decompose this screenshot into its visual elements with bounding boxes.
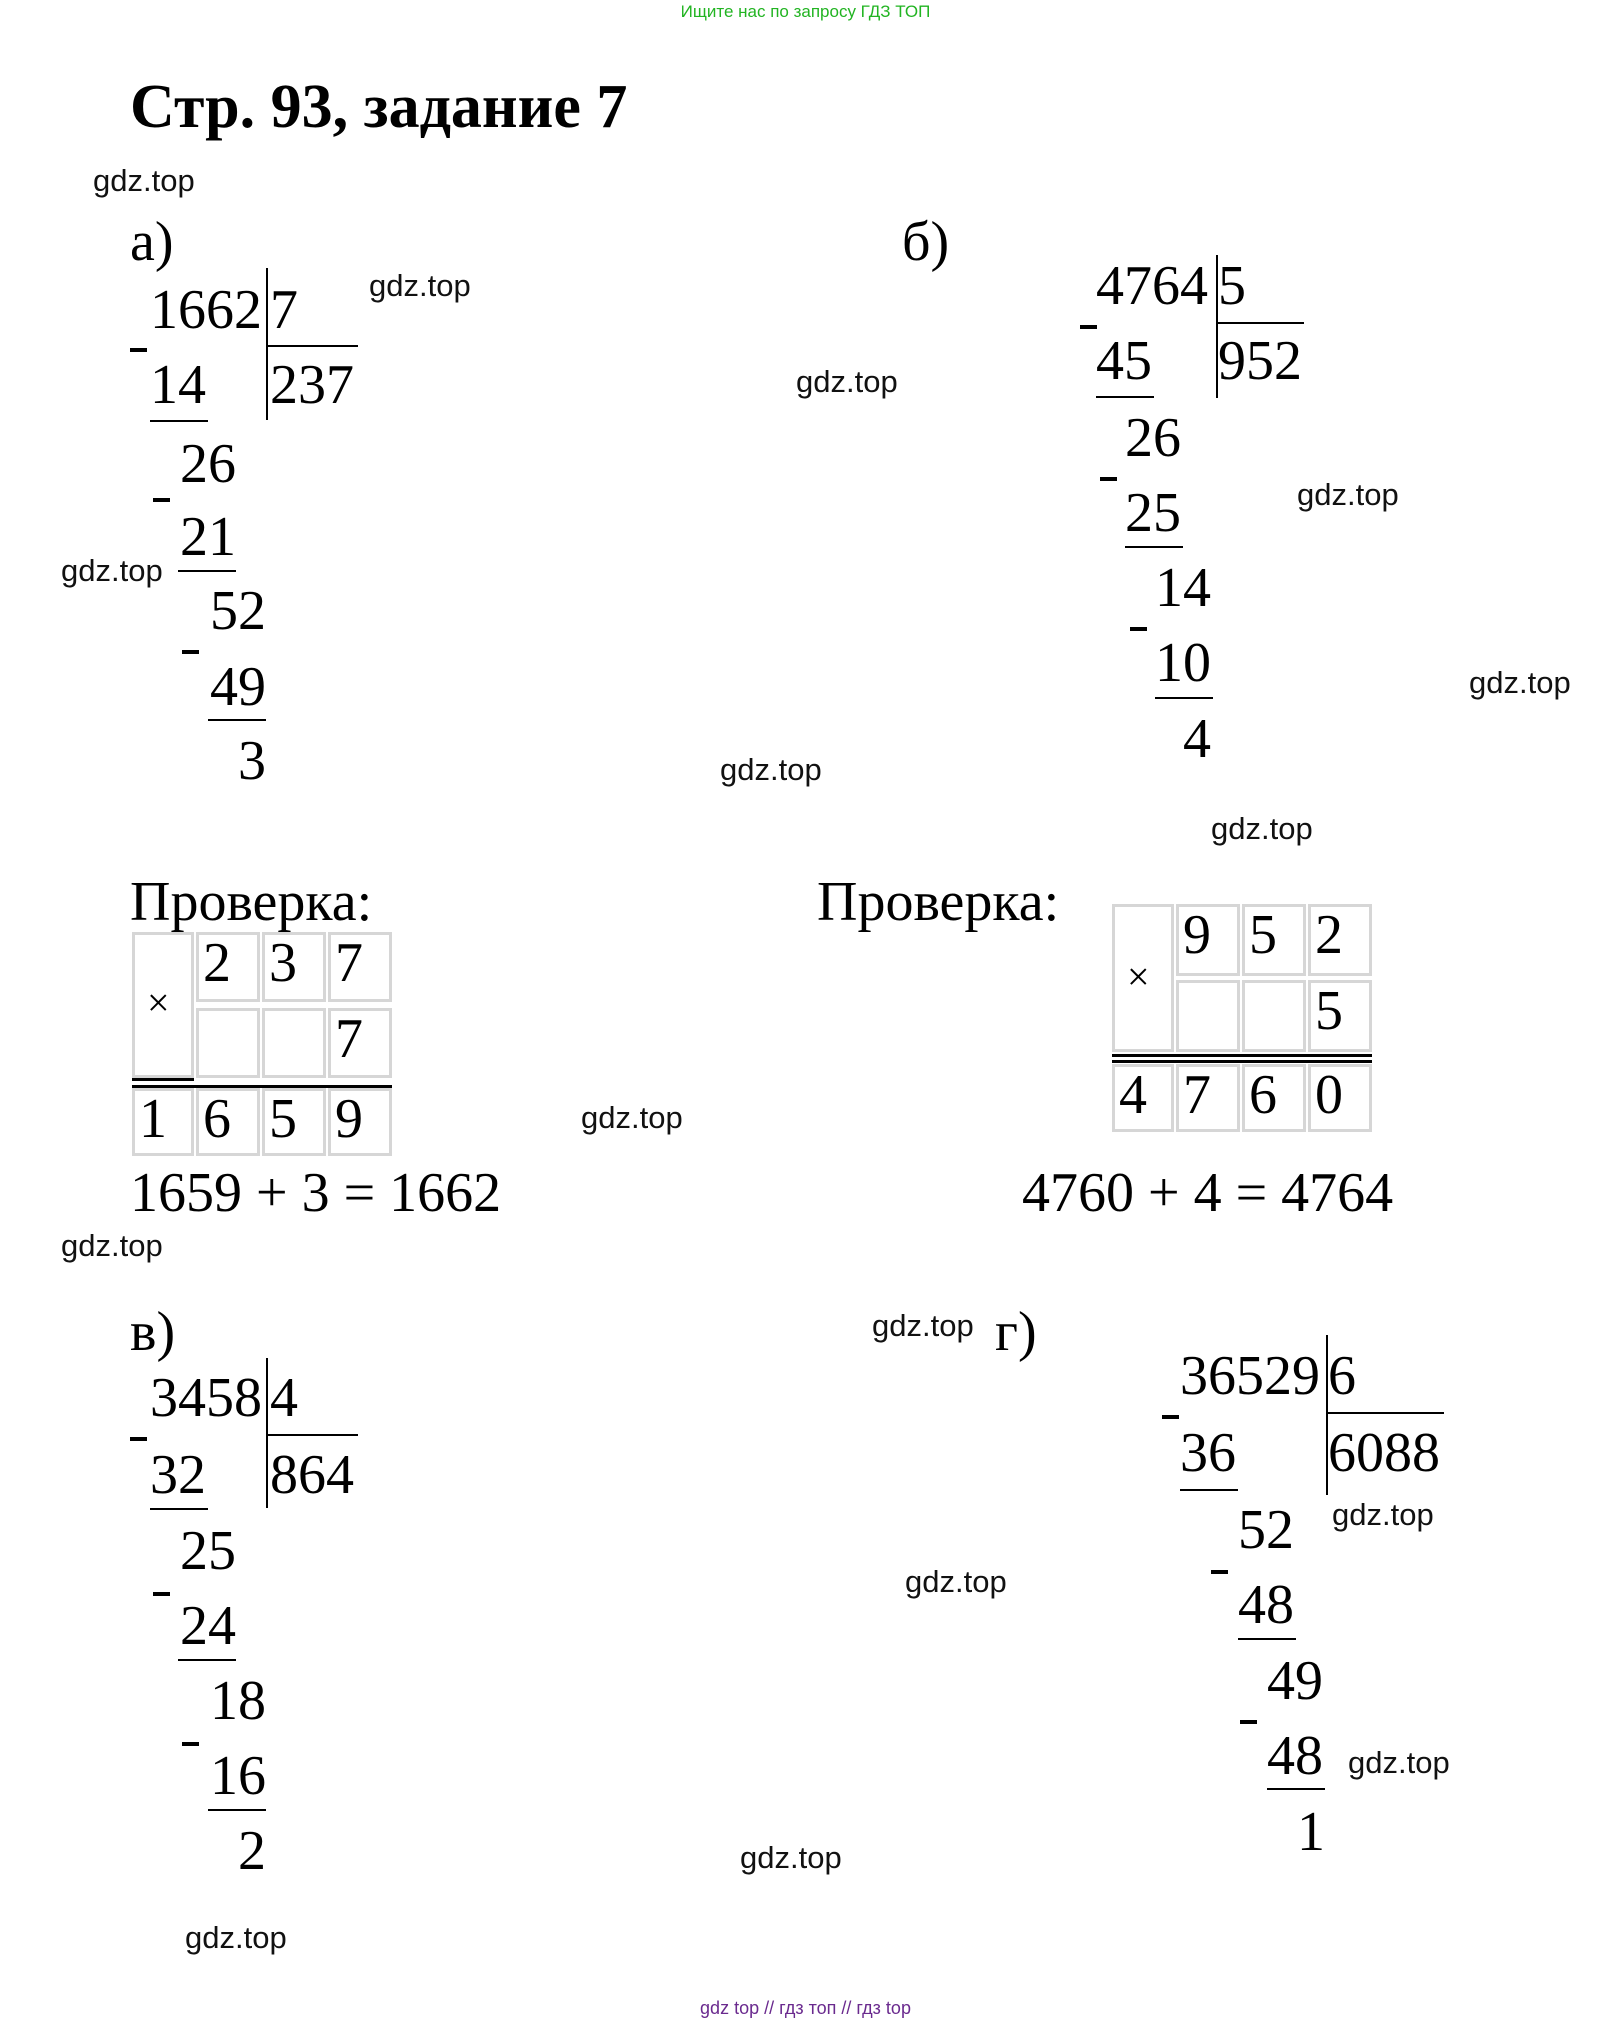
b-quotient-line — [1218, 322, 1304, 324]
a-step-line — [208, 719, 266, 721]
check-b-cell — [1176, 980, 1240, 1052]
a-step: 21 — [180, 506, 236, 568]
g-step: 49 — [1267, 1650, 1323, 1712]
v-step-line — [178, 1659, 236, 1661]
minus-sign — [1162, 1415, 1179, 1419]
minus-sign — [1240, 1720, 1257, 1724]
minus-sign — [1130, 627, 1147, 631]
a-divisor: 7 — [270, 279, 298, 341]
v-step: 25 — [180, 1520, 236, 1582]
b-divisor: 5 — [1218, 255, 1246, 317]
b-step: 10 — [1155, 632, 1211, 694]
watermark: gdz.top — [740, 1840, 842, 1875]
check-b-cell: 0 — [1308, 1064, 1372, 1132]
watermark: gdz.top — [369, 268, 471, 303]
check-b-cell: 6 — [1242, 1064, 1306, 1132]
v-remainder: 2 — [238, 1820, 266, 1882]
check-a-cell: 1 — [132, 1088, 194, 1156]
b-remainder: 4 — [1183, 708, 1211, 770]
check-b-label: Проверка: — [817, 871, 1060, 933]
g-step-line — [1180, 1489, 1238, 1491]
a-step: 52 — [210, 580, 266, 642]
minus-sign — [130, 348, 147, 352]
minus-sign — [182, 1742, 199, 1746]
a-division-bar — [266, 268, 268, 420]
minus-sign — [1080, 325, 1097, 329]
minus-sign — [1211, 1570, 1228, 1574]
g-quotient: 6088 — [1328, 1422, 1440, 1484]
watermark: gdz.top — [93, 163, 195, 198]
minus-sign — [182, 650, 199, 654]
check-b-verify: 4760 + 4 = 4764 — [1022, 1162, 1394, 1224]
v-step: 24 — [180, 1595, 236, 1657]
check-b-cell: 9 — [1176, 904, 1240, 976]
part-v-label: в) — [130, 1301, 176, 1363]
a-step-line — [150, 420, 208, 422]
b-quotient: 952 — [1218, 330, 1302, 392]
page-title: Стр. 93, задание 7 — [130, 73, 628, 141]
check-a-verify: 1659 + 3 = 1662 — [130, 1162, 502, 1224]
g-dividend: 36529 — [1180, 1345, 1320, 1407]
minus-sign — [1100, 477, 1117, 481]
v-division-bar — [266, 1358, 268, 1508]
minus-sign — [153, 1592, 170, 1596]
g-step: 52 — [1238, 1499, 1294, 1561]
times-icon: × — [1127, 954, 1150, 999]
check-a-cell — [196, 1008, 260, 1078]
search-banner[interactable]: Ищите нас по запросу ГДЗ ТОП — [680, 2, 931, 21]
check-a-cell: 9 — [328, 1088, 392, 1156]
v-divisor: 4 — [270, 1367, 298, 1429]
minus-sign — [130, 1437, 147, 1441]
watermark: gdz.top — [796, 364, 898, 399]
check-b-cell: 5 — [1242, 904, 1306, 976]
v-step: 18 — [210, 1670, 266, 1732]
check-b-result-line — [1112, 1054, 1372, 1057]
watermark: gdz.top — [872, 1308, 974, 1343]
v-step-line — [208, 1809, 266, 1811]
check-b-cell: 2 — [1308, 904, 1372, 976]
a-dividend: 1662 — [150, 279, 262, 341]
check-a-times-cell — [132, 932, 194, 1078]
check-a-cell — [262, 1008, 326, 1078]
times-icon: × — [147, 980, 170, 1025]
watermark: gdz.top — [61, 1228, 163, 1263]
a-remainder: 3 — [238, 730, 266, 792]
watermark: gdz.top — [185, 1920, 287, 1955]
b-step: 26 — [1125, 407, 1181, 469]
b-step: 45 — [1096, 330, 1152, 392]
v-quotient: 864 — [270, 1444, 354, 1506]
check-b-times-cell — [1112, 904, 1174, 1052]
check-b-cell: 7 — [1176, 1064, 1240, 1132]
b-step-line — [1155, 697, 1213, 699]
a-step: 49 — [210, 656, 266, 718]
v-step-line — [150, 1508, 208, 1510]
watermark: gdz.top — [905, 1564, 1007, 1599]
v-dividend: 3458 — [150, 1367, 262, 1429]
check-a-cell: 6 — [196, 1088, 260, 1156]
g-step-line — [1267, 1788, 1325, 1790]
g-quotient-line — [1328, 1412, 1444, 1414]
check-a-label: Проверка: — [130, 871, 373, 933]
watermark: gdz.top — [1211, 811, 1313, 846]
b-dividend: 4764 — [1096, 255, 1208, 317]
watermark: gdz.top — [1348, 1745, 1450, 1780]
g-step-line — [1238, 1638, 1296, 1640]
g-step: 48 — [1267, 1725, 1323, 1787]
check-a-cell: 3 — [262, 932, 326, 1002]
g-remainder: 1 — [1297, 1801, 1325, 1863]
v-step: 16 — [210, 1745, 266, 1807]
g-step: 36 — [1180, 1422, 1236, 1484]
b-step: 25 — [1125, 482, 1181, 544]
watermark: gdz.top — [1469, 665, 1571, 700]
watermark: gdz.top — [61, 553, 163, 588]
check-a-cell: 7 — [328, 932, 392, 1002]
check-a-result-line — [132, 1078, 194, 1081]
a-step: 14 — [150, 354, 206, 416]
a-step: 26 — [180, 433, 236, 495]
b-step-line — [1096, 396, 1154, 398]
check-a-cell: 7 — [328, 1008, 392, 1078]
watermark: gdz.top — [581, 1100, 683, 1135]
g-step: 48 — [1238, 1574, 1294, 1636]
check-b-cell: 5 — [1308, 980, 1372, 1052]
check-a-cell: 5 — [262, 1088, 326, 1156]
part-b-label: б) — [902, 211, 950, 273]
check-b-result-line — [1112, 1060, 1372, 1063]
b-step: 14 — [1155, 557, 1211, 619]
part-g-label: г) — [995, 1301, 1037, 1363]
check-b-cell — [1242, 980, 1306, 1052]
check-a-cell: 2 — [196, 932, 260, 1002]
v-quotient-line — [268, 1434, 358, 1436]
b-step-line — [1125, 546, 1183, 548]
part-a-label: а) — [130, 211, 174, 273]
watermark: gdz.top — [1332, 1497, 1434, 1532]
v-step: 32 — [150, 1444, 206, 1506]
check-b-cell: 4 — [1112, 1064, 1174, 1132]
watermark: gdz.top — [1297, 477, 1399, 512]
a-quotient-line — [268, 345, 358, 347]
g-divisor: 6 — [1328, 1345, 1356, 1407]
a-quotient: 237 — [270, 354, 354, 416]
a-step-line — [178, 570, 236, 572]
watermark: gdz.top — [720, 752, 822, 787]
minus-sign — [153, 498, 170, 502]
footer-links[interactable]: gdz top // гдз топ // гдз top — [700, 1998, 911, 2018]
